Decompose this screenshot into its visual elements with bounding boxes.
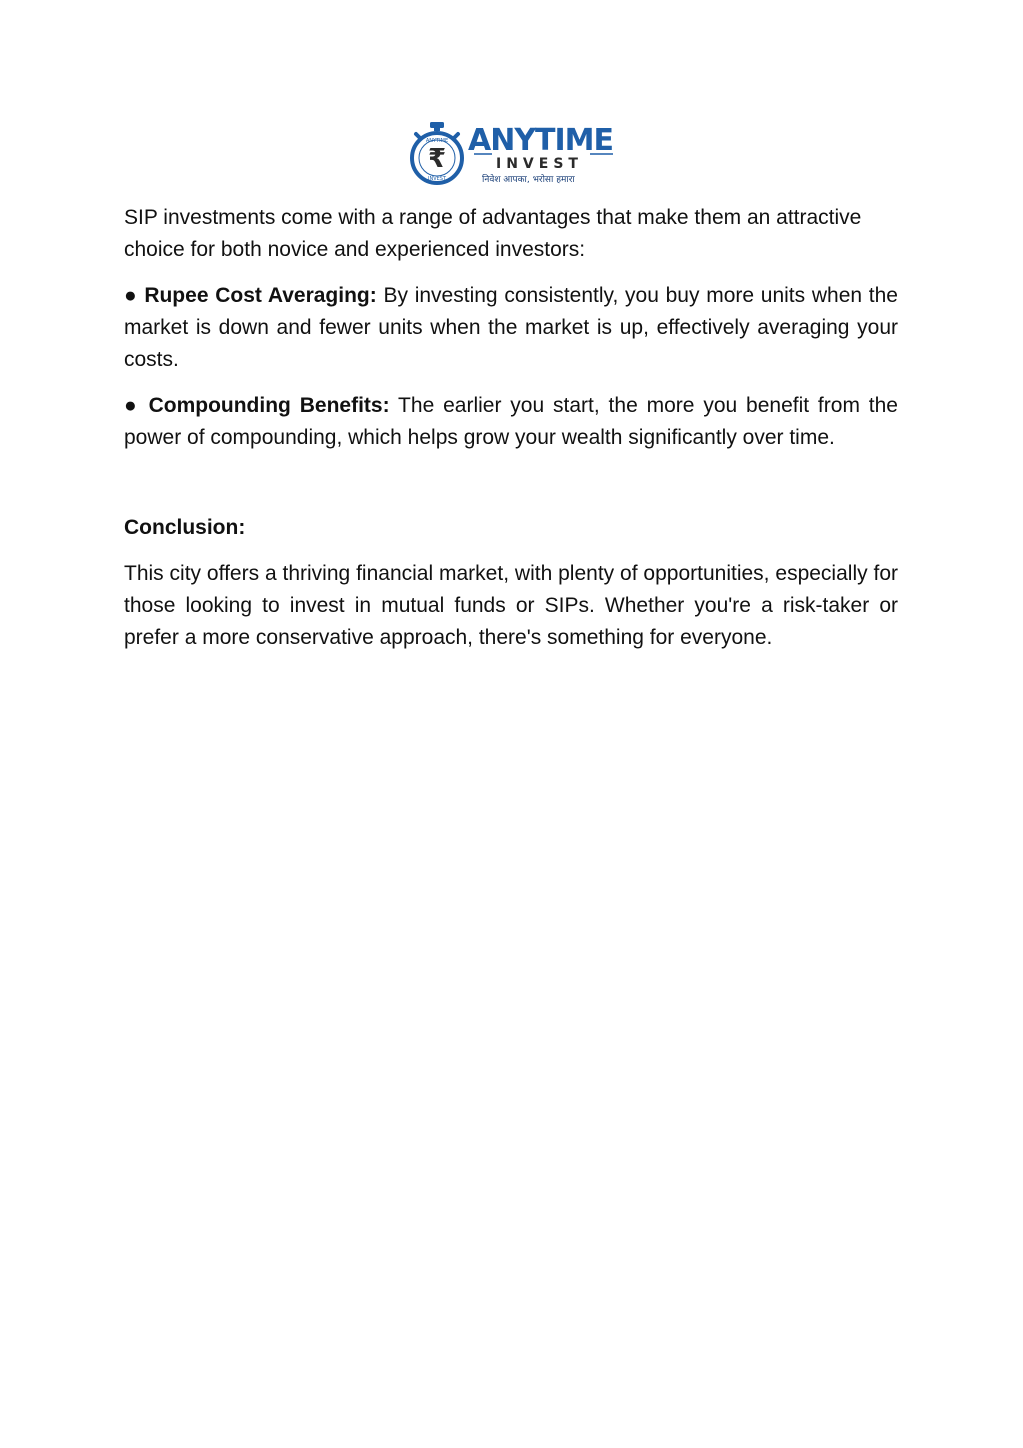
bullet-marker: ● [124,394,140,417]
brand-tagline: निवेश आपका, भरोसा हमारा [482,175,575,185]
brand-subword: INVEST [496,156,583,172]
bullet-title: Rupee Cost Averaging: [144,284,377,307]
intro-paragraph: SIP investments come with a range of advantages that make them an attractive choice for both novice and experienced investors: [124,206,862,261]
bullet-marker: ● [124,284,138,307]
conclusion-heading: Conclusion: [124,516,246,539]
bullet-text: By investing consistently, you buy more units when the market is down and fewer units when the market is up, effectively averaging your costs. [124,284,898,371]
conclusion-paragraph: This city offers a thriving financial market, with plenty of opportunities, especially for those looking to invest in mutual funds or SIPs. Whether you're a risk-taker or prefer a more conservative approach, there's something for everyone. [124,562,898,649]
anytime-invest-logo [410,120,615,190]
bullet-rupee-cost-averaging [124,280,898,376]
rupee-symbol: ₹ [427,144,447,174]
stopwatch-rupee-icon [412,122,462,183]
bullet-text: The earlier you start, the more you benefit from the power of compounding, which helps grow your wealth significantly over time. [124,394,898,449]
badge-text-top: ANYTIME [425,138,449,144]
bullet-title: Compounding Benefits: [148,394,390,417]
document-body [124,202,898,668]
badge-text-bottom: INVEST [427,176,447,182]
logo-graphic [410,120,615,190]
bullet-compounding-benefits [124,390,898,454]
brand-wordmark: ANYTIME [468,123,614,158]
